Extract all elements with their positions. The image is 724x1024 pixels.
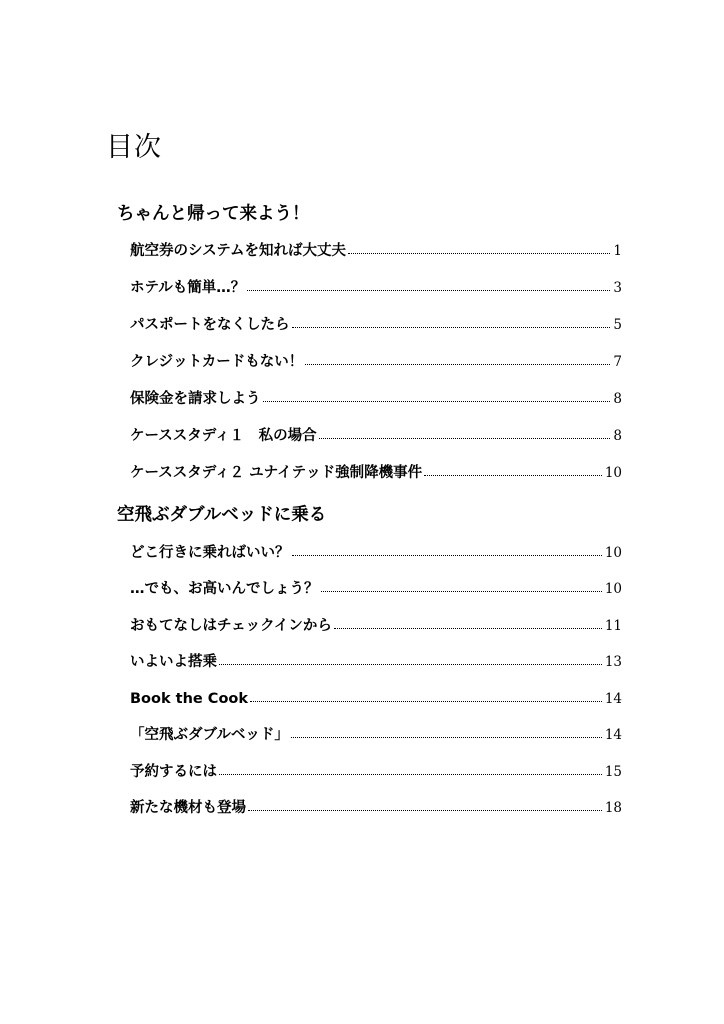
- toc-entry[interactable]: [130, 244, 622, 266]
- dot-leader: [250, 701, 602, 702]
- toc-entry-title: 「空飛ぶダブルベッド」: [130, 727, 289, 743]
- toc-entry-page: 14: [604, 691, 622, 707]
- toc-entry-page: 15: [604, 764, 622, 780]
- toc-entry-page: 18: [604, 800, 622, 816]
- toc-entry[interactable]: [130, 582, 622, 604]
- dot-leader: [292, 327, 611, 328]
- dot-leader: [305, 364, 610, 365]
- toc-entry-title: ホテルも簡単…？: [130, 280, 246, 296]
- toc-entry-title: パスポートをなくしたら: [130, 317, 290, 333]
- dot-leader: [247, 290, 610, 291]
- section-heading-2: 空飛ぶダブルベッドに乗る: [117, 505, 327, 525]
- dot-leader: [219, 774, 602, 775]
- toc-entry-title: ケーススタディ１ 私の場合: [130, 428, 317, 444]
- toc-entry-page: 8: [613, 428, 622, 444]
- toc-entry[interactable]: [130, 466, 622, 488]
- dot-leader: [219, 664, 602, 665]
- dot-leader: [292, 555, 602, 556]
- toc-entry[interactable]: [130, 318, 622, 340]
- toc-entry-page: 1: [613, 243, 622, 259]
- dot-leader: [348, 253, 610, 254]
- dot-leader: [334, 628, 602, 629]
- toc-entry[interactable]: [130, 429, 622, 451]
- dot-leader: [424, 475, 602, 476]
- toc-entry-page: 13: [604, 654, 622, 670]
- toc-entry-title: どこ行きに乗ればいい？: [130, 545, 290, 561]
- toc-entry-page: 14: [604, 727, 622, 743]
- toc-entry[interactable]: [130, 392, 622, 414]
- toc-entry[interactable]: [130, 728, 622, 750]
- toc-entry-title: ケーススタディ２ ユナイテッド強制降機事件: [130, 465, 423, 481]
- toc-entry-title: Book the Cook: [130, 691, 249, 707]
- dot-leader: [291, 737, 602, 738]
- dot-leader: [319, 438, 611, 439]
- toc-entry-page: 10: [604, 465, 622, 481]
- toc-entry[interactable]: [130, 801, 622, 823]
- toc-entry-title: いよいよ搭乗: [130, 654, 217, 670]
- toc-entry-title: 航空券のシステムを知れば大丈夫: [130, 243, 347, 259]
- toc-entry-title: 予約するには: [130, 764, 217, 780]
- toc-entry-title: 保険金を請求しよう: [130, 391, 261, 407]
- toc-entry-page: 5: [613, 317, 622, 333]
- section-heading-1: ちゃんと帰って来よう！: [117, 204, 310, 224]
- toc-entry[interactable]: [130, 281, 622, 303]
- toc-entry-page: 11: [604, 618, 622, 634]
- toc-entry-page: 10: [604, 545, 622, 561]
- toc-entry-title: おもてなしはチェックインから: [130, 618, 332, 634]
- toc-entry-title: クレジットカードもない！: [130, 354, 304, 370]
- toc-entry-page: 8: [613, 391, 622, 407]
- dot-leader: [263, 401, 611, 402]
- toc-entry[interactable]: [130, 655, 622, 677]
- toc-entry[interactable]: [130, 692, 622, 714]
- toc-entry[interactable]: [130, 619, 622, 641]
- toc-entry-page: 10: [604, 581, 622, 597]
- toc-entry[interactable]: [130, 765, 622, 787]
- toc-title: 目次: [106, 132, 162, 163]
- toc-entry-page: 3: [613, 280, 622, 296]
- toc-entry[interactable]: [130, 546, 622, 568]
- toc-entry-page: 7: [613, 354, 622, 370]
- dot-leader: [248, 810, 602, 811]
- toc-entry[interactable]: [130, 355, 622, 377]
- dot-leader: [321, 591, 602, 592]
- toc-entry-title: 新たな機材も登場: [130, 800, 246, 816]
- toc-entry-title: …でも、お高いんでしょう？: [130, 581, 319, 597]
